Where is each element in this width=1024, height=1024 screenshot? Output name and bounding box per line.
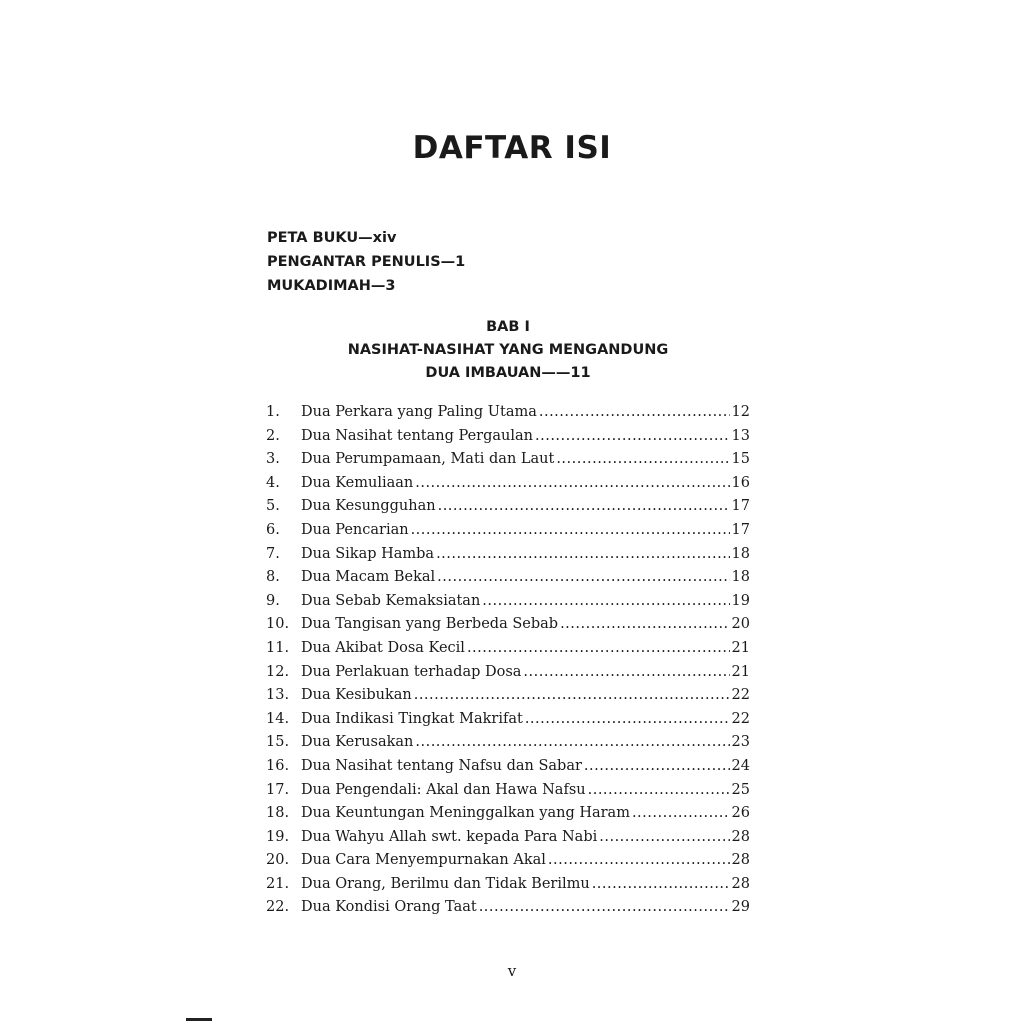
toc-entry-page: 26 — [731, 805, 750, 822]
toc-entry-page: 25 — [731, 781, 750, 798]
toc-entry-title: Dua Sikap Hamba — [301, 545, 435, 562]
toc-entry-page: 22 — [731, 687, 750, 704]
toc-dot-leader — [556, 448, 729, 472]
toc-entry-title: Dua Kesibukan — [301, 687, 412, 704]
toc-dot-leader — [560, 613, 729, 637]
toc-entry-title: Dua Akibat Dosa Kecil — [301, 639, 465, 656]
toc-entry-page: 28 — [731, 852, 750, 869]
toc-entry-page: 17 — [731, 498, 750, 515]
toc-entry-title: Dua Kerusakan — [301, 734, 414, 751]
toc-entry-number: 2. — [266, 427, 280, 444]
front-matter-item: MUKADIMAH—3 — [267, 278, 396, 294]
page-number: v — [507, 962, 517, 980]
page-title: DAFTAR ISI — [412, 130, 612, 166]
toc-entry-page: 19 — [731, 592, 750, 609]
toc-entry-page: 21 — [731, 639, 750, 656]
toc-entry — [266, 731, 750, 755]
toc-entry — [266, 472, 750, 496]
toc-entry-title: Dua Macam Bekal — [301, 569, 436, 586]
toc-entry-number: 21. — [266, 875, 290, 892]
chapter-heading — [267, 316, 749, 385]
toc-dot-leader — [539, 401, 730, 425]
toc-entry — [266, 448, 750, 472]
toc-entry-number: 9. — [266, 592, 280, 609]
toc-entry-number: 13. — [266, 687, 290, 704]
toc-entry-number: 18. — [266, 805, 290, 822]
toc-entry-page: 29 — [731, 899, 750, 916]
toc-dot-leader — [436, 543, 729, 567]
toc-entry-number: 12. — [266, 663, 290, 680]
toc-entry-page: 15 — [731, 451, 750, 468]
toc-entry — [266, 425, 750, 449]
toc-dot-leader — [415, 731, 729, 755]
toc-dot-leader — [438, 495, 730, 519]
toc-entry-page: 28 — [731, 828, 750, 845]
toc-entry-number: 14. — [266, 710, 290, 727]
toc-entry-number: 22. — [266, 899, 290, 916]
toc-dot-leader — [548, 849, 730, 873]
toc-dot-leader — [588, 779, 730, 803]
toc-entry-page: 13 — [731, 427, 750, 444]
toc-entry — [266, 495, 750, 519]
toc-entry — [266, 590, 750, 614]
toc-entry-number: 19. — [266, 828, 290, 845]
toc-entry — [266, 613, 750, 637]
toc-entry-title: Dua Pengendali: Akal dan Hawa Nafsu — [301, 781, 586, 798]
toc-entry-number: 10. — [266, 616, 290, 633]
toc-dot-leader — [437, 566, 729, 590]
toc-dot-leader — [592, 873, 730, 897]
toc-dot-leader — [525, 708, 730, 732]
edge-mark — [186, 1018, 212, 1021]
toc-entry — [266, 519, 750, 543]
toc-entry-title: Dua Sebab Kemaksiatan — [301, 592, 481, 609]
toc-entry-number: 8. — [266, 569, 280, 586]
toc-entry-title: Dua Tangisan yang Berbeda Sebab — [301, 616, 559, 633]
chapter-label: BAB I — [486, 319, 530, 335]
toc-entry-title: Dua Kemuliaan — [301, 474, 414, 491]
toc-dot-leader — [599, 826, 729, 850]
toc-dot-leader — [482, 590, 729, 614]
front-matter-item: PETA BUKU—xiv — [267, 230, 397, 246]
toc-entry-title: Dua Indikasi Tingkat Makrifat — [301, 710, 523, 727]
toc-dot-leader — [479, 896, 730, 920]
toc-dot-leader — [414, 684, 730, 708]
toc-dot-leader — [632, 802, 730, 826]
toc-entry — [266, 849, 750, 873]
toc-dot-leader — [523, 661, 729, 685]
toc-entry-title: Dua Keuntungan Meninggalkan yang Haram — [301, 805, 630, 822]
toc-entry-number: 17. — [266, 781, 290, 798]
toc-entry-title: Dua Kesungguhan — [301, 498, 436, 515]
toc-entry — [266, 826, 750, 850]
toc-entry — [266, 896, 750, 920]
toc-entry-title: Dua Wahyu Allah swt. kepada Para Nabi — [301, 828, 598, 845]
toc-entry-number: 1. — [266, 404, 280, 420]
toc-dot-leader — [535, 425, 730, 449]
toc-entry — [266, 661, 750, 685]
toc-entry-title: Dua Perkara yang Paling Utama — [301, 404, 537, 420]
toc-entry — [266, 543, 750, 567]
toc-entry — [266, 873, 750, 897]
toc-entry-page: 24 — [731, 757, 750, 774]
toc-entry-page: 16 — [731, 474, 750, 491]
toc-dot-leader — [467, 637, 730, 661]
toc-entry-title: Dua Perlakuan terhadap Dosa — [301, 663, 522, 680]
toc-entry-number: 6. — [266, 521, 280, 538]
toc-entry-title: Dua Nasihat tentang Pergaulan — [301, 427, 533, 444]
toc-entry-list — [266, 401, 750, 920]
toc-entry-title: Dua Nasihat tentang Nafsu dan Sabar — [301, 757, 582, 774]
toc-entry-page: 23 — [731, 734, 750, 751]
toc-entry — [266, 566, 750, 590]
toc-entry — [266, 755, 750, 779]
toc-entry-title: Dua Orang, Berilmu dan Tidak Berilmu — [301, 875, 590, 892]
toc-entry — [266, 684, 750, 708]
toc-entry-title: Dua Pencarian — [301, 521, 409, 538]
chapter-title-line2: DUA IMBAUAN——11 — [425, 365, 591, 381]
toc-entry — [266, 637, 750, 661]
toc-entry-page: 21 — [731, 663, 750, 680]
toc-entry-title: Dua Kondisi Orang Taat — [301, 899, 477, 916]
toc-entry-number: 3. — [266, 451, 280, 468]
toc-entry-number: 7. — [266, 545, 280, 562]
toc-dot-leader — [415, 472, 729, 496]
toc-dot-leader — [411, 519, 730, 543]
front-matter-item: PENGANTAR PENULIS—1 — [267, 254, 466, 270]
front-matter-list — [267, 226, 465, 298]
toc-entry-title: Dua Cara Menyempurnakan Akal — [301, 852, 546, 869]
toc-entry-title: Dua Perumpamaan, Mati dan Laut — [301, 451, 555, 468]
chapter-title-line1: NASIHAT-NASIHAT YANG MENGANDUNG — [347, 342, 669, 358]
toc-entry — [266, 802, 750, 826]
toc-entry — [266, 779, 750, 803]
toc-entry-number: 16. — [266, 757, 290, 774]
toc-entry-page: 18 — [731, 569, 750, 586]
toc-entry-page: 28 — [731, 875, 750, 892]
toc-entry-number: 5. — [266, 498, 280, 515]
toc-entry-number: 20. — [266, 852, 290, 869]
toc-entry-page: 17 — [731, 521, 750, 538]
toc-entry-number: 15. — [266, 734, 290, 751]
toc-entry-page: 22 — [731, 710, 750, 727]
toc-entry-page: 20 — [731, 616, 750, 633]
toc-entry — [266, 708, 750, 732]
toc-entry-page: 18 — [731, 545, 750, 562]
toc-entry — [266, 401, 750, 425]
toc-entry-number: 11. — [266, 639, 290, 656]
toc-entry-page: 12 — [731, 404, 750, 420]
toc-dot-leader — [584, 755, 730, 779]
toc-entry-number: 4. — [266, 474, 280, 491]
